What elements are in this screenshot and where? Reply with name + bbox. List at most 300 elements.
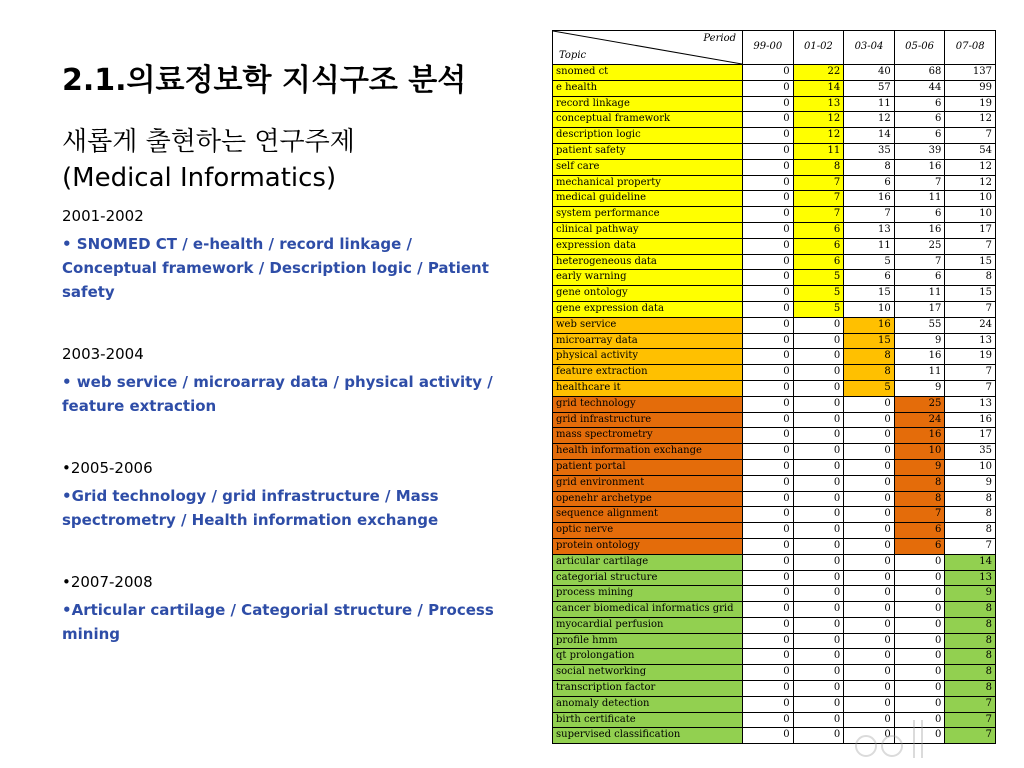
value-cell: 8 [945, 491, 996, 507]
table-row [553, 238, 996, 254]
value-cell: 0 [743, 617, 794, 633]
value-cell: 16 [894, 159, 945, 175]
value-cell: 8 [945, 649, 996, 665]
value-cell: 0 [743, 96, 794, 112]
value-cell: 0 [743, 444, 794, 460]
value-cell: 0 [793, 523, 844, 539]
value-cell: 0 [743, 412, 794, 428]
value-cell: 0 [743, 143, 794, 159]
value-cell: 0 [743, 570, 794, 586]
value-cell: 0 [743, 65, 794, 81]
value-cell: 0 [894, 633, 945, 649]
table-row [553, 428, 996, 444]
topic-cell: openehr archetype [553, 491, 743, 507]
value-cell: 54 [945, 143, 996, 159]
topic-cell: profile hmm [553, 633, 743, 649]
value-cell: 8 [844, 159, 895, 175]
value-cell: 35 [945, 444, 996, 460]
table-row [553, 159, 996, 175]
value-cell: 8 [894, 475, 945, 491]
value-cell: 12 [844, 112, 895, 128]
value-cell: 0 [844, 696, 895, 712]
value-cell: 0 [844, 570, 895, 586]
value-cell: 25 [894, 238, 945, 254]
table-row [553, 349, 996, 365]
slide-text [62, 62, 502, 646]
topic-cell: gene expression data [553, 301, 743, 317]
value-cell: 0 [793, 428, 844, 444]
value-cell: 19 [945, 349, 996, 365]
value-cell: 0 [793, 507, 844, 523]
value-cell: 0 [844, 649, 895, 665]
value-cell: 16 [844, 191, 895, 207]
subtitle [62, 124, 502, 196]
value-cell: 5 [793, 270, 844, 286]
value-cell: 0 [793, 617, 844, 633]
table-row [553, 665, 996, 681]
value-cell: 6 [793, 254, 844, 270]
value-cell: 0 [793, 538, 844, 554]
table-row [553, 365, 996, 381]
value-cell: 7 [945, 538, 996, 554]
value-cell: 0 [894, 602, 945, 618]
value-cell: 0 [844, 507, 895, 523]
value-cell: 0 [793, 349, 844, 365]
value-cell: 8 [945, 633, 996, 649]
value-cell: 0 [793, 554, 844, 570]
value-cell: 14 [844, 128, 895, 144]
value-cell: 15 [844, 286, 895, 302]
value-cell: 0 [743, 349, 794, 365]
value-cell: 0 [844, 617, 895, 633]
value-cell: 0 [793, 665, 844, 681]
table-row [553, 523, 996, 539]
value-cell: 0 [743, 207, 794, 223]
table-row [553, 475, 996, 491]
value-cell: 0 [844, 554, 895, 570]
value-cell: 0 [894, 617, 945, 633]
value-cell: 6 [894, 96, 945, 112]
table-row [553, 222, 996, 238]
table-row [553, 112, 996, 128]
value-cell: 0 [844, 712, 895, 728]
value-cell: 10 [945, 459, 996, 475]
value-cell: 14 [945, 554, 996, 570]
value-cell: 137 [945, 65, 996, 81]
topic-cell: qt prolongation [553, 649, 743, 665]
period-header: 03-04 [844, 31, 895, 65]
value-cell: 15 [844, 333, 895, 349]
value-cell: 6 [894, 112, 945, 128]
value-cell: 0 [743, 333, 794, 349]
value-cell: 0 [793, 459, 844, 475]
value-cell: 0 [844, 728, 895, 744]
value-cell: 12 [793, 112, 844, 128]
value-cell: 0 [793, 365, 844, 381]
value-cell: 9 [894, 459, 945, 475]
topic-cell: grid environment [553, 475, 743, 491]
topic-cell: health information exchange [553, 444, 743, 460]
value-cell: 0 [743, 396, 794, 412]
value-cell: 0 [894, 712, 945, 728]
value-cell: 0 [743, 270, 794, 286]
value-cell: 11 [894, 286, 945, 302]
value-cell: 0 [793, 444, 844, 460]
topic-cell: system performance [553, 207, 743, 223]
topic-cell: microarray data [553, 333, 743, 349]
topic-cell: mass spectrometry [553, 428, 743, 444]
topic-cell: myocardial perfusion [553, 617, 743, 633]
value-cell: 0 [844, 586, 895, 602]
value-cell: 35 [844, 143, 895, 159]
value-cell: 13 [945, 333, 996, 349]
topic-label: Topic [559, 50, 587, 61]
value-cell: 7 [945, 380, 996, 396]
table-row [553, 681, 996, 697]
value-cell: 7 [844, 207, 895, 223]
value-cell: 0 [894, 696, 945, 712]
value-cell: 68 [894, 65, 945, 81]
value-cell: 12 [945, 159, 996, 175]
section-year: 2003-2004 [62, 345, 144, 363]
table-row [553, 538, 996, 554]
value-cell: 13 [945, 396, 996, 412]
value-cell: 13 [945, 570, 996, 586]
value-cell: 0 [793, 475, 844, 491]
section-topics: • web service / microarray data / physical activity / feature extraction [62, 373, 493, 415]
value-cell: 6 [844, 270, 895, 286]
topic-cell: patient portal [553, 459, 743, 475]
topic-cell: medical guideline [553, 191, 743, 207]
table-row [553, 96, 996, 112]
value-cell: 44 [894, 80, 945, 96]
value-cell: 39 [894, 143, 945, 159]
topic-cell: categorial structure [553, 570, 743, 586]
table-row [553, 380, 996, 396]
value-cell: 8 [793, 159, 844, 175]
slide-title: 2.1.의료정보학 지식구조 분석 [62, 63, 467, 98]
table-row [553, 649, 996, 665]
value-cell: 16 [945, 412, 996, 428]
value-cell: 0 [844, 491, 895, 507]
value-cell: 19 [945, 96, 996, 112]
period-header: 99-00 [743, 31, 794, 65]
value-cell: 7 [793, 207, 844, 223]
value-cell: 8 [945, 681, 996, 697]
topic-cell: physical activity [553, 349, 743, 365]
topic-cell: heterogeneous data [553, 254, 743, 270]
value-cell: 0 [743, 649, 794, 665]
value-cell: 0 [743, 254, 794, 270]
table-row [553, 207, 996, 223]
value-cell: 0 [844, 428, 895, 444]
topic-cell: description logic [553, 128, 743, 144]
value-cell: 0 [793, 333, 844, 349]
table-row [553, 301, 996, 317]
table-row [553, 459, 996, 475]
value-cell: 5 [793, 301, 844, 317]
topic-cell: e health [553, 80, 743, 96]
value-cell: 0 [743, 238, 794, 254]
value-cell: 11 [793, 143, 844, 159]
value-cell: 0 [743, 222, 794, 238]
table-row [553, 317, 996, 333]
value-cell: 0 [894, 665, 945, 681]
value-cell: 0 [793, 602, 844, 618]
value-cell: 0 [743, 128, 794, 144]
value-cell: 0 [844, 681, 895, 697]
value-cell: 0 [793, 586, 844, 602]
value-cell: 6 [894, 538, 945, 554]
value-cell: 17 [945, 222, 996, 238]
topic-cell: grid technology [553, 396, 743, 412]
value-cell: 0 [743, 475, 794, 491]
value-cell: 0 [793, 696, 844, 712]
value-cell: 6 [844, 175, 895, 191]
topic-cell: grid infrastructure [553, 412, 743, 428]
table-row [553, 570, 996, 586]
value-cell: 6 [894, 207, 945, 223]
topic-cell: expression data [553, 238, 743, 254]
value-cell: 10 [945, 191, 996, 207]
table-row [553, 617, 996, 633]
topic-cell: snomed ct [553, 65, 743, 81]
table-row [553, 396, 996, 412]
table-row [553, 633, 996, 649]
data-table [552, 30, 996, 744]
table-row [553, 696, 996, 712]
value-cell: 0 [793, 570, 844, 586]
value-cell: 0 [844, 396, 895, 412]
value-cell: 7 [793, 175, 844, 191]
value-cell: 0 [743, 428, 794, 444]
table-row [553, 191, 996, 207]
topic-cell: clinical pathway [553, 222, 743, 238]
period-header: 01-02 [793, 31, 844, 65]
value-cell: 99 [945, 80, 996, 96]
topic-cell: sequence alignment [553, 507, 743, 523]
corner-header [553, 31, 743, 65]
value-cell: 0 [844, 459, 895, 475]
value-cell: 0 [743, 317, 794, 333]
value-cell: 0 [743, 665, 794, 681]
value-cell: 5 [844, 380, 895, 396]
value-cell: 7 [945, 728, 996, 744]
value-cell: 12 [793, 128, 844, 144]
value-cell: 6 [894, 128, 945, 144]
topic-cell: record linkage [553, 96, 743, 112]
value-cell: 0 [844, 602, 895, 618]
value-cell: 0 [743, 286, 794, 302]
value-cell: 5 [793, 286, 844, 302]
topic-cell: cancer biomedical informatics grid [553, 602, 743, 618]
value-cell: 11 [894, 191, 945, 207]
section-year: 2001-2002 [62, 207, 144, 225]
value-cell: 6 [793, 222, 844, 238]
value-cell: 0 [894, 728, 945, 744]
value-cell: 17 [894, 301, 945, 317]
value-cell: 22 [793, 65, 844, 81]
value-cell: 7 [894, 175, 945, 191]
table-row [553, 444, 996, 460]
value-cell: 15 [945, 286, 996, 302]
value-cell: 0 [743, 80, 794, 96]
value-cell: 0 [743, 554, 794, 570]
topic-cell: feature extraction [553, 365, 743, 381]
value-cell: 0 [844, 665, 895, 681]
value-cell: 8 [945, 270, 996, 286]
value-cell: 8 [894, 491, 945, 507]
value-cell: 0 [793, 317, 844, 333]
value-cell: 11 [894, 365, 945, 381]
value-cell: 0 [743, 191, 794, 207]
value-cell: 0 [743, 523, 794, 539]
period-label: Period [703, 33, 736, 44]
value-cell: 0 [743, 459, 794, 475]
value-cell: 0 [743, 538, 794, 554]
value-cell: 7 [894, 254, 945, 270]
table-row [553, 586, 996, 602]
topic-cell: articular cartilage [553, 554, 743, 570]
value-cell: 24 [945, 317, 996, 333]
period-header: 05-06 [894, 31, 945, 65]
value-cell: 0 [743, 301, 794, 317]
value-cell: 10 [844, 301, 895, 317]
section-topics: •Grid technology / grid infrastructure / Mass spectrometry / Health information exchange [62, 487, 439, 529]
table-row [553, 412, 996, 428]
table-row [553, 491, 996, 507]
topic-cell: process mining [553, 586, 743, 602]
topic-cell: gene ontology [553, 286, 743, 302]
value-cell: 57 [844, 80, 895, 96]
table-row [553, 254, 996, 270]
value-cell: 0 [844, 523, 895, 539]
value-cell: 13 [844, 222, 895, 238]
table-row [553, 602, 996, 618]
section-topics: • SNOMED CT / e-health / record linkage / Conceptual framework / Description logic / Patient safety [62, 235, 489, 301]
value-cell: 25 [894, 396, 945, 412]
topic-cell: healthcare it [553, 380, 743, 396]
topic-cell: conceptual framework [553, 112, 743, 128]
table-row [553, 143, 996, 159]
value-cell: 0 [793, 396, 844, 412]
topic-cell: protein ontology [553, 538, 743, 554]
section-topics: •Articular cartilage / Categorial structure / Process mining [62, 601, 494, 643]
table-row [553, 65, 996, 81]
value-cell: 0 [894, 586, 945, 602]
table-row [553, 286, 996, 302]
value-cell: 11 [844, 238, 895, 254]
value-cell: 0 [793, 380, 844, 396]
value-cell: 0 [894, 681, 945, 697]
table-row [553, 554, 996, 570]
value-cell: 16 [894, 349, 945, 365]
value-cell: 8 [945, 617, 996, 633]
value-cell: 0 [743, 712, 794, 728]
topic-cell: birth certificate [553, 712, 743, 728]
topic-cell: self care [553, 159, 743, 175]
value-cell: 0 [743, 380, 794, 396]
value-cell: 17 [945, 428, 996, 444]
value-cell: 7 [793, 191, 844, 207]
value-cell: 7 [945, 712, 996, 728]
value-cell: 0 [793, 633, 844, 649]
value-cell: 0 [793, 681, 844, 697]
value-cell: 0 [743, 681, 794, 697]
table-row [553, 128, 996, 144]
topic-cell: optic nerve [553, 523, 743, 539]
value-cell: 8 [945, 507, 996, 523]
value-cell: 7 [945, 238, 996, 254]
value-cell: 0 [743, 159, 794, 175]
topic-cell: anomaly detection [553, 696, 743, 712]
value-cell: 15 [945, 254, 996, 270]
value-cell: 16 [844, 317, 895, 333]
value-cell: 0 [894, 570, 945, 586]
value-cell: 8 [945, 523, 996, 539]
table-row [553, 175, 996, 191]
value-cell: 0 [844, 538, 895, 554]
value-cell: 0 [793, 649, 844, 665]
value-cell: 9 [945, 475, 996, 491]
value-cell: 0 [844, 633, 895, 649]
value-cell: 16 [894, 222, 945, 238]
watermark-logo [852, 716, 932, 762]
value-cell: 7 [894, 507, 945, 523]
value-cell: 11 [844, 96, 895, 112]
value-cell: 16 [894, 428, 945, 444]
value-cell: 6 [793, 238, 844, 254]
value-cell: 0 [743, 586, 794, 602]
value-cell: 0 [844, 444, 895, 460]
value-cell: 7 [945, 365, 996, 381]
value-cell: 0 [894, 554, 945, 570]
table-row [553, 270, 996, 286]
value-cell: 8 [945, 665, 996, 681]
value-cell: 40 [844, 65, 895, 81]
value-cell: 0 [743, 633, 794, 649]
topic-cell: patient safety [553, 143, 743, 159]
value-cell: 0 [743, 507, 794, 523]
value-cell: 9 [894, 333, 945, 349]
value-cell: 0 [743, 112, 794, 128]
section-year: •2007-2008 [62, 573, 153, 591]
value-cell: 0 [743, 602, 794, 618]
topic-cell: transcription factor [553, 681, 743, 697]
subtitle-line-2: (Medical Informatics) [62, 163, 337, 193]
subtitle-line-1: 새롭게 출현하는 연구주제 [62, 127, 355, 157]
value-cell: 0 [793, 491, 844, 507]
value-cell: 0 [743, 696, 794, 712]
value-cell: 0 [894, 649, 945, 665]
value-cell: 7 [945, 128, 996, 144]
value-cell: 14 [793, 80, 844, 96]
value-cell: 6 [894, 270, 945, 286]
table-row [553, 333, 996, 349]
header-row [553, 31, 996, 65]
value-cell: 8 [844, 365, 895, 381]
value-cell: 0 [743, 491, 794, 507]
value-cell: 0 [743, 175, 794, 191]
value-cell: 12 [945, 112, 996, 128]
value-cell: 13 [793, 96, 844, 112]
table-body [553, 65, 996, 744]
value-cell: 0 [793, 412, 844, 428]
value-cell: 0 [793, 712, 844, 728]
value-cell: 8 [844, 349, 895, 365]
topic-cell: early warning [553, 270, 743, 286]
value-cell: 7 [945, 301, 996, 317]
